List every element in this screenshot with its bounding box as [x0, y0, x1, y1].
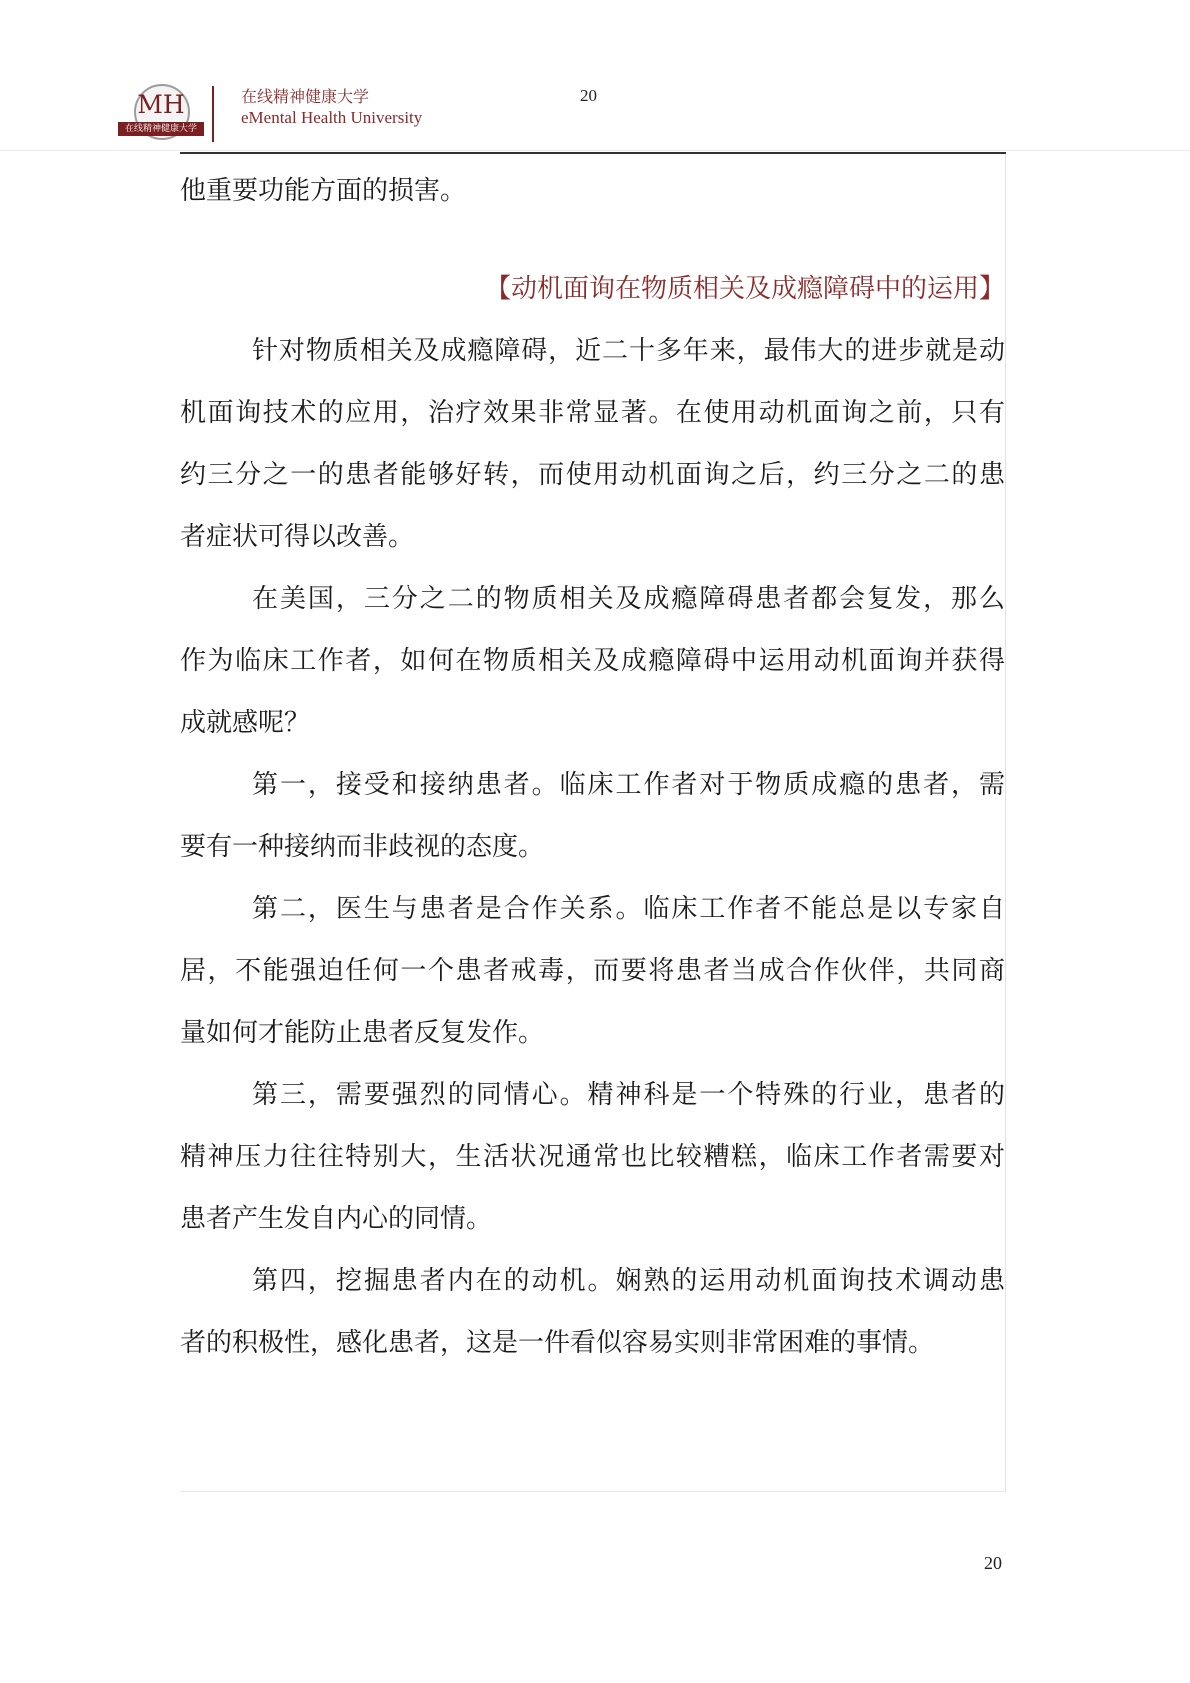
university-name-en: eMental Health University: [241, 108, 423, 127]
paragraph-line: 量如何才能防止患者反复发作。: [180, 1018, 545, 1048]
section-heading: 【动机面询在物质相关及成瘾障碍中的运用】: [484, 274, 1005, 304]
content-frame-bottom: [180, 1491, 1006, 1492]
header-divider: [212, 86, 214, 142]
paragraph-line: 第二，医生与患者是合作关系。临床工作者不能总是以专家自: [252, 894, 1005, 924]
paragraph-line: 要有一种接纳而非歧视的态度。: [180, 832, 545, 862]
header-rule-light: [0, 150, 1190, 151]
paragraph-line: 在美国，三分之二的物质相关及成瘾障碍患者都会复发，那么: [252, 584, 1005, 614]
paragraph-line: 约三分之一的患者能够好转，而使用动机面询之后，约三分之二的患: [180, 460, 1005, 490]
paragraph-gap: [180, 222, 1005, 258]
university-logo: [118, 78, 204, 150]
logo-mh-text: MH: [137, 90, 185, 119]
paragraph-line: 他重要功能方面的损害。: [180, 176, 467, 206]
paragraph-line: 者的积极性，感化患者，这是一件看似容易实则非常困难的事情。: [180, 1328, 935, 1358]
document-body: [180, 160, 1005, 1374]
paragraph-line: 作为临床工作者，如何在物质相关及成瘾障碍中运用动机面询并获得: [180, 646, 1005, 676]
header-page-number: 20: [580, 86, 597, 105]
paragraph-line: 第一，接受和接纳患者。临床工作者对于物质成瘾的患者，需: [252, 770, 1005, 800]
footer-page-number: 20: [984, 1553, 1002, 1573]
header-rule: [180, 152, 1006, 154]
paragraph-line: 针对物质相关及成瘾障碍，近二十多年来，最伟大的进步就是动: [252, 336, 1005, 366]
paragraph-line: 成就感呢？: [180, 708, 311, 738]
paragraph-line: 居，不能强迫任何一个患者戒毒，而要将患者当成合作伙伴，共同商: [180, 956, 1005, 986]
logo-ribbon: 在线精神健康大学: [118, 122, 204, 136]
paragraph-line: 第三，需要强烈的同情心。精神科是一个特殊的行业，患者的: [252, 1080, 1005, 1110]
paragraph-line: 第四，挖掘患者内在的动机。娴熟的运用动机面询技术调动患: [252, 1266, 1005, 1296]
paragraph-line: 机面询技术的应用，治疗效果非常显著。在使用动机面询之前，只有: [180, 398, 1005, 428]
paragraph-line: 者症状可得以改善。: [180, 522, 415, 552]
page-header: [0, 0, 1190, 160]
paragraph-line: 患者产生发自内心的同情。: [180, 1204, 493, 1234]
paragraph-line: 精神压力往往特别大，生活状况通常也比较糟糕，临床工作者需要对: [180, 1142, 1005, 1172]
university-name-cn: 在线精神健康大学: [241, 87, 370, 106]
content-frame-right: [1005, 154, 1006, 1491]
